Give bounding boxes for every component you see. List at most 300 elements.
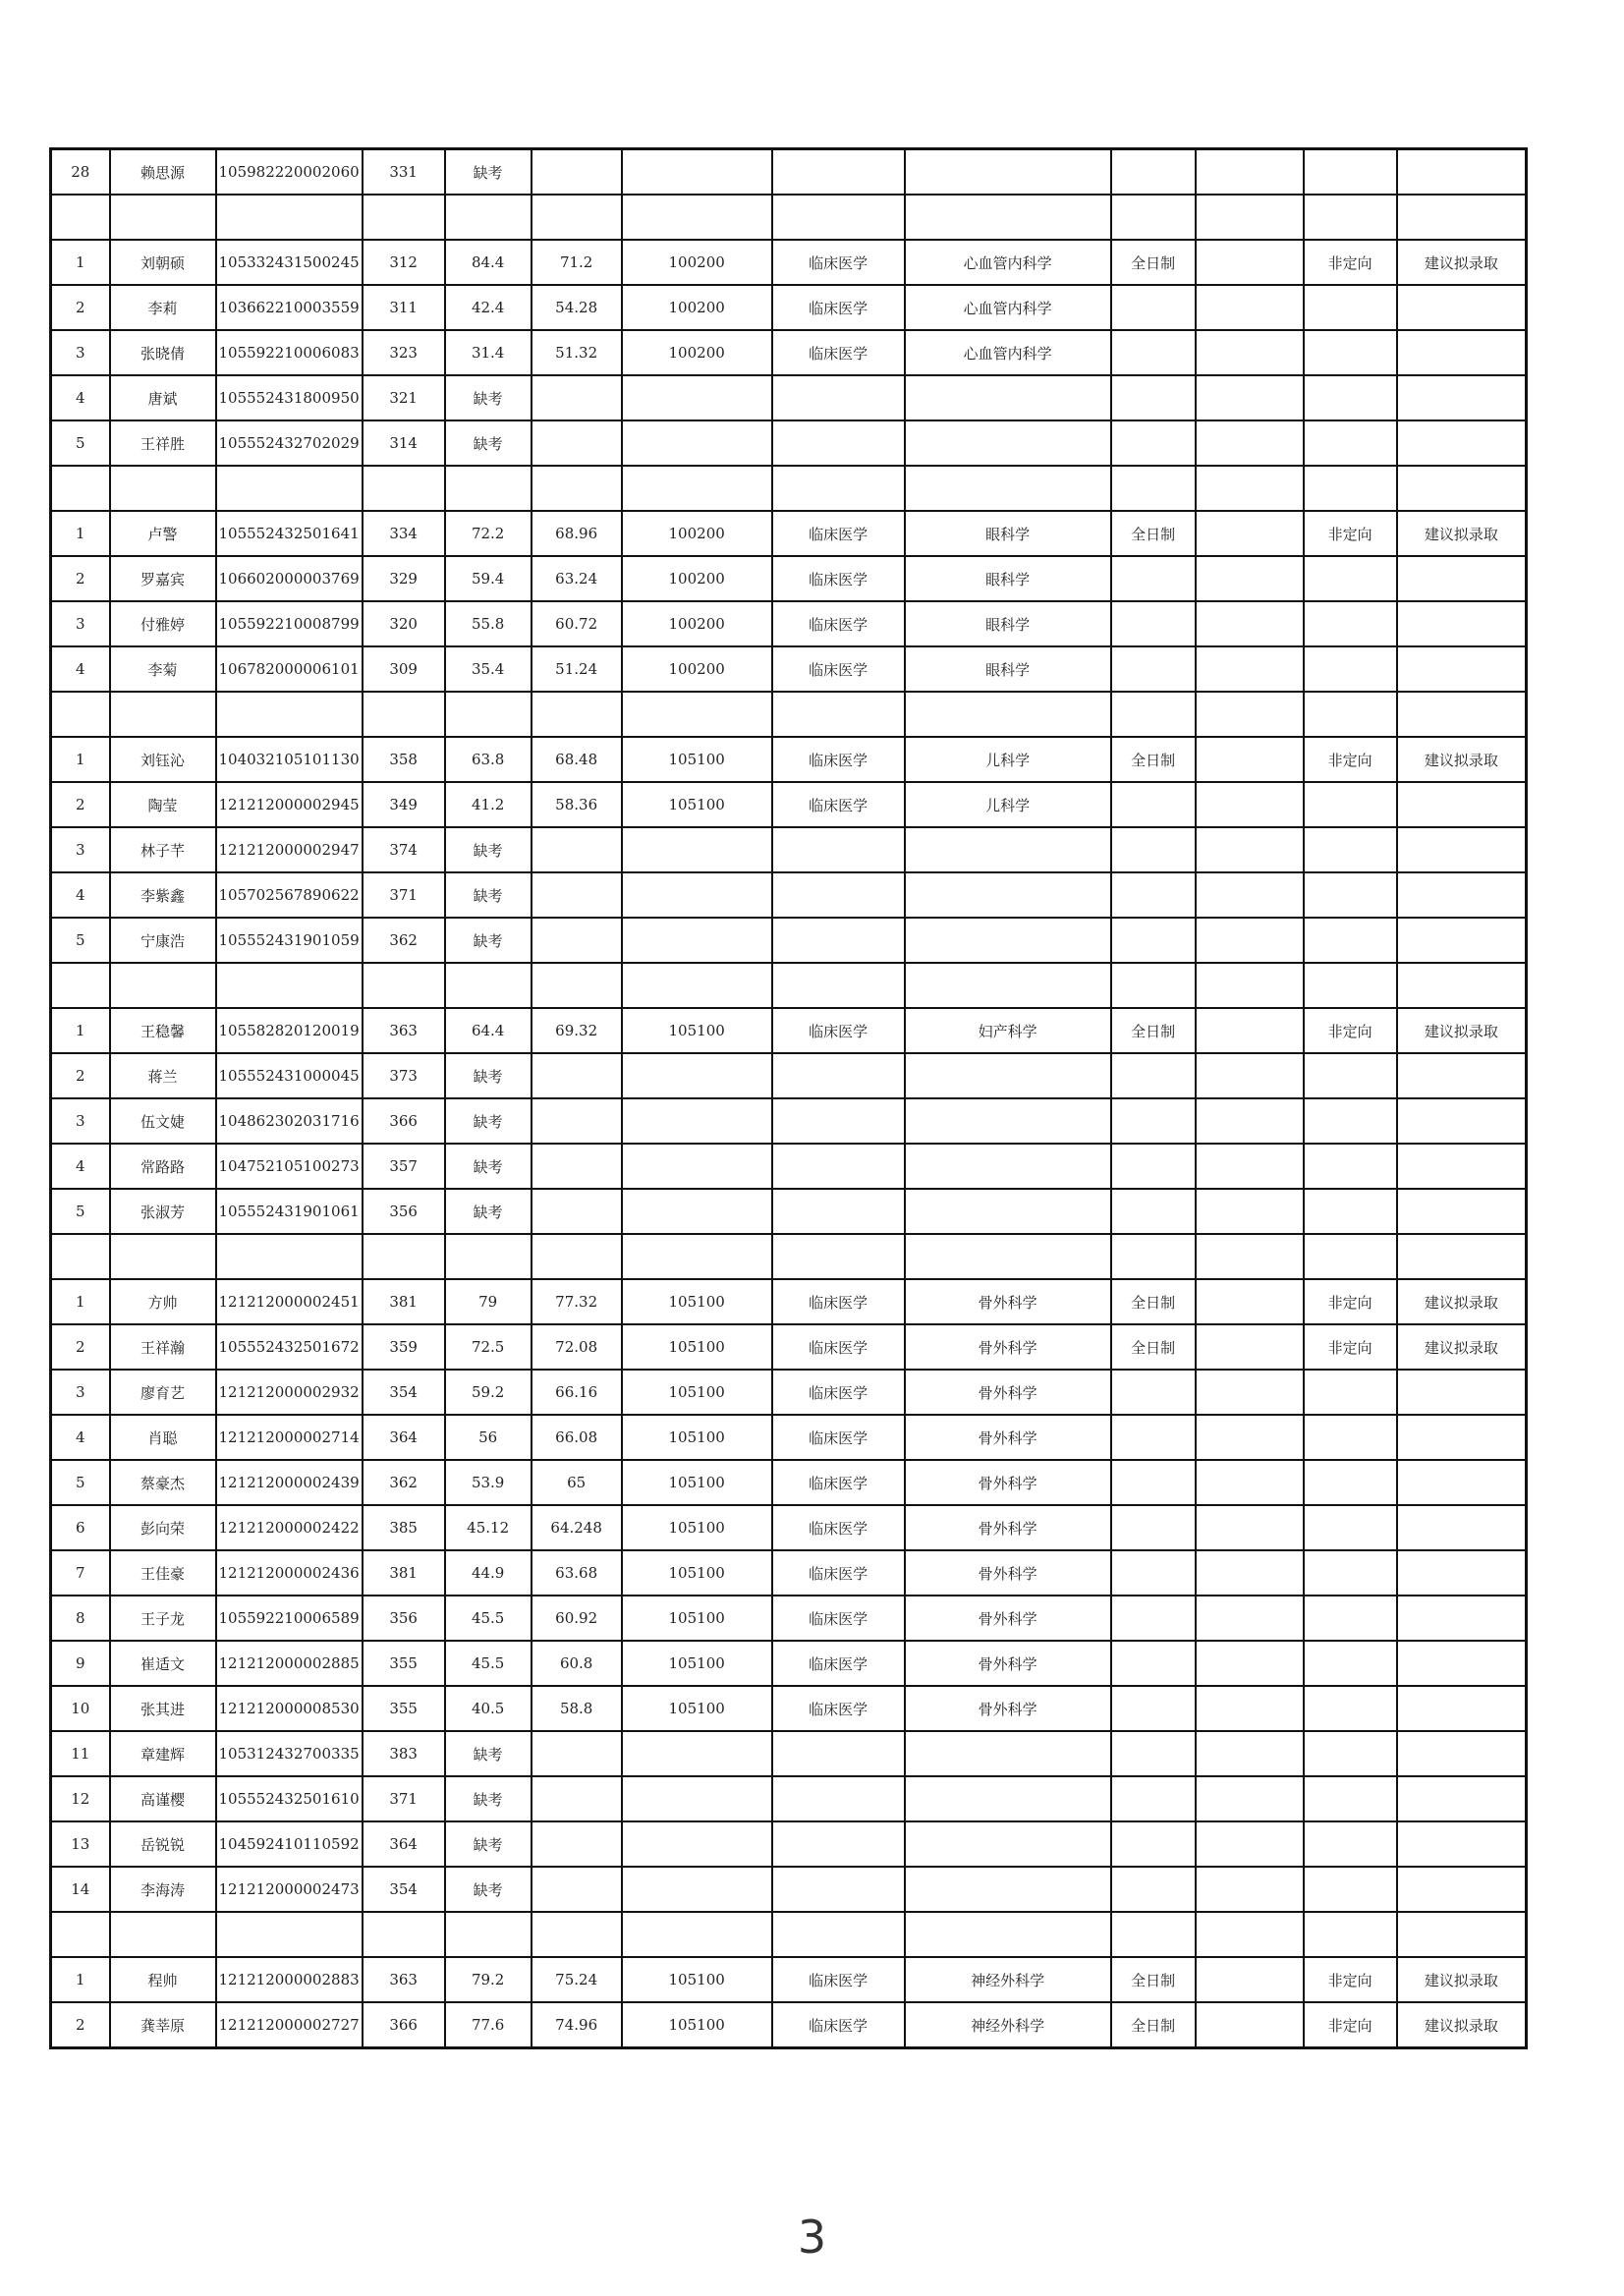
cell-initial-score: 363 <box>363 1008 445 1053</box>
cell-orientation <box>1304 149 1397 196</box>
cell-study-mode <box>1111 195 1196 240</box>
cell-index: 3 <box>51 1098 110 1144</box>
cell-specialty: 心血管内科学 <box>905 330 1111 375</box>
cell-initial-score: 363 <box>363 1957 445 2002</box>
cell-retest-score: 缺考 <box>445 149 532 196</box>
cell-candidate-id: 106782000006101 <box>216 646 363 692</box>
cell-blank <box>1196 466 1304 511</box>
cell-discipline: 临床医学 <box>772 2002 905 2048</box>
cell-blank <box>1196 556 1304 601</box>
cell-decision <box>1397 1596 1527 1641</box>
table-body <box>51 149 1527 2048</box>
cell-major-code <box>622 1912 772 1957</box>
cell-specialty: 骨外科学 <box>905 1279 1111 1324</box>
cell-discipline: 临床医学 <box>772 1460 905 1505</box>
cell-decision <box>1397 1370 1527 1415</box>
cell-retest-score: 72.5 <box>445 1324 532 1370</box>
cell-initial-score: 314 <box>363 420 445 466</box>
cell-name <box>110 466 216 511</box>
cell-specialty: 眼科学 <box>905 601 1111 646</box>
cell-index: 2 <box>51 285 110 330</box>
cell-specialty <box>905 1867 1111 1912</box>
cell-initial-score <box>363 692 445 737</box>
cell-candidate-id: 121212000002947 <box>216 827 363 872</box>
cell-index: 5 <box>51 1460 110 1505</box>
cell-orientation <box>1304 1098 1397 1144</box>
cell-blank <box>1196 1098 1304 1144</box>
cell-specialty <box>905 963 1111 1008</box>
cell-discipline: 临床医学 <box>772 556 905 601</box>
cell-orientation: 非定向 <box>1304 240 1397 285</box>
table-row <box>51 330 1527 375</box>
cell-name: 王祥瀚 <box>110 1324 216 1370</box>
table-row <box>51 918 1527 963</box>
cell-initial-score: 371 <box>363 872 445 918</box>
cell-index <box>51 1912 110 1957</box>
cell-blank <box>1196 1731 1304 1776</box>
cell-orientation <box>1304 1821 1397 1867</box>
cell-name: 付雅婷 <box>110 601 216 646</box>
cell-retest-score: 53.9 <box>445 1460 532 1505</box>
cell-orientation <box>1304 646 1397 692</box>
cell-discipline: 临床医学 <box>772 1957 905 2002</box>
cell-initial-score: 374 <box>363 827 445 872</box>
cell-orientation <box>1304 420 1397 466</box>
table-row <box>51 1415 1527 1460</box>
cell-index: 5 <box>51 1189 110 1234</box>
cell-major-code <box>622 1776 772 1821</box>
cell-decision <box>1397 330 1527 375</box>
cell-retest-score <box>445 963 532 1008</box>
cell-specialty: 心血管内科学 <box>905 285 1111 330</box>
cell-blank <box>1196 737 1304 782</box>
cell-retest-score: 缺考 <box>445 918 532 963</box>
cell-major-code <box>622 1234 772 1279</box>
cell-total-score <box>532 872 622 918</box>
cell-name <box>110 963 216 1008</box>
cell-major-code: 100200 <box>622 556 772 601</box>
cell-orientation: 非定向 <box>1304 737 1397 782</box>
cell-initial-score: 373 <box>363 1053 445 1098</box>
cell-retest-score <box>445 692 532 737</box>
cell-total-score: 51.24 <box>532 646 622 692</box>
cell-discipline: 临床医学 <box>772 737 905 782</box>
cell-major-code <box>622 1098 772 1144</box>
table-row <box>51 1505 1527 1550</box>
cell-index: 10 <box>51 1686 110 1731</box>
cell-name: 卢警 <box>110 511 216 556</box>
cell-candidate-id: 121212000002727 <box>216 2002 363 2048</box>
cell-orientation <box>1304 782 1397 827</box>
cell-study-mode <box>1111 1686 1196 1731</box>
cell-candidate-id <box>216 466 363 511</box>
cell-retest-score: 45.12 <box>445 1505 532 1550</box>
cell-blank <box>1196 1053 1304 1098</box>
cell-major-code: 100200 <box>622 330 772 375</box>
cell-index: 8 <box>51 1596 110 1641</box>
cell-name: 常路路 <box>110 1144 216 1189</box>
cell-blank <box>1196 1776 1304 1821</box>
cell-total-score: 77.32 <box>532 1279 622 1324</box>
cell-retest-score: 缺考 <box>445 420 532 466</box>
cell-candidate-id: 105552431901059 <box>216 918 363 963</box>
cell-retest-score: 44.9 <box>445 1550 532 1596</box>
cell-discipline <box>772 1821 905 1867</box>
cell-name: 陶莹 <box>110 782 216 827</box>
cell-orientation <box>1304 692 1397 737</box>
cell-study-mode <box>1111 420 1196 466</box>
cell-total-score <box>532 1053 622 1098</box>
cell-orientation <box>1304 827 1397 872</box>
cell-study-mode <box>1111 1370 1196 1415</box>
cell-initial-score <box>363 1912 445 1957</box>
page-number: 3 <box>797 2211 827 2264</box>
cell-initial-score: 366 <box>363 1098 445 1144</box>
cell-retest-score: 45.5 <box>445 1641 532 1686</box>
cell-total-score: 66.08 <box>532 1415 622 1460</box>
cell-decision <box>1397 1821 1527 1867</box>
cell-decision <box>1397 827 1527 872</box>
cell-name: 章建辉 <box>110 1731 216 1776</box>
cell-candidate-id: 105592210006589 <box>216 1596 363 1641</box>
cell-specialty: 眼科学 <box>905 511 1111 556</box>
cell-initial-score: 312 <box>363 240 445 285</box>
cell-retest-score: 72.2 <box>445 511 532 556</box>
cell-discipline <box>772 1867 905 1912</box>
cell-candidate-id: 104032105101130 <box>216 737 363 782</box>
cell-total-score <box>532 1189 622 1234</box>
cell-blank <box>1196 1686 1304 1731</box>
cell-decision <box>1397 1098 1527 1144</box>
cell-candidate-id: 103662210003559 <box>216 285 363 330</box>
cell-total-score <box>532 420 622 466</box>
cell-orientation <box>1304 1867 1397 1912</box>
table-row <box>51 1686 1527 1731</box>
cell-specialty <box>905 827 1111 872</box>
cell-total-score: 72.08 <box>532 1324 622 1370</box>
cell-decision <box>1397 1505 1527 1550</box>
cell-study-mode <box>1111 285 1196 330</box>
cell-discipline: 临床医学 <box>772 1641 905 1686</box>
cell-blank <box>1196 692 1304 737</box>
cell-candidate-id: 105312432700335 <box>216 1731 363 1776</box>
cell-retest-score: 79.2 <box>445 1957 532 2002</box>
cell-index: 14 <box>51 1867 110 1912</box>
cell-major-code <box>622 1731 772 1776</box>
cell-retest-score: 缺考 <box>445 375 532 420</box>
cell-study-mode <box>1111 646 1196 692</box>
cell-decision: 建议拟录取 <box>1397 737 1527 782</box>
cell-orientation <box>1304 330 1397 375</box>
cell-study-mode <box>1111 1731 1196 1776</box>
cell-decision: 建议拟录取 <box>1397 2002 1527 2048</box>
cell-candidate-id: 105552432702029 <box>216 420 363 466</box>
cell-major-code <box>622 195 772 240</box>
cell-blank <box>1196 1008 1304 1053</box>
cell-specialty: 骨外科学 <box>905 1686 1111 1731</box>
cell-blank <box>1196 1415 1304 1460</box>
cell-study-mode <box>1111 1776 1196 1821</box>
cell-total-score: 58.8 <box>532 1686 622 1731</box>
cell-index: 3 <box>51 1370 110 1415</box>
cell-specialty: 眼科学 <box>905 556 1111 601</box>
cell-decision <box>1397 466 1527 511</box>
cell-candidate-id: 105592210006083 <box>216 330 363 375</box>
cell-decision <box>1397 782 1527 827</box>
cell-orientation <box>1304 1189 1397 1234</box>
cell-study-mode <box>1111 782 1196 827</box>
cell-retest-score: 31.4 <box>445 330 532 375</box>
cell-decision <box>1397 918 1527 963</box>
cell-decision <box>1397 1550 1527 1596</box>
cell-major-code: 100200 <box>622 285 772 330</box>
cell-study-mode: 全日制 <box>1111 1957 1196 2002</box>
cell-discipline: 临床医学 <box>772 1415 905 1460</box>
cell-candidate-id: 121212000002883 <box>216 1957 363 2002</box>
cell-blank <box>1196 1596 1304 1641</box>
cell-index: 4 <box>51 872 110 918</box>
cell-candidate-id: 104862302031716 <box>216 1098 363 1144</box>
cell-orientation: 非定向 <box>1304 1279 1397 1324</box>
cell-initial-score <box>363 963 445 1008</box>
cell-orientation <box>1304 375 1397 420</box>
cell-specialty: 心血管内科学 <box>905 240 1111 285</box>
cell-retest-score: 缺考 <box>445 1053 532 1098</box>
cell-study-mode: 全日制 <box>1111 511 1196 556</box>
cell-total-score <box>532 1731 622 1776</box>
cell-candidate-id <box>216 692 363 737</box>
cell-name: 肖聪 <box>110 1415 216 1460</box>
table-row <box>51 1144 1527 1189</box>
cell-discipline <box>772 1098 905 1144</box>
cell-initial-score <box>363 466 445 511</box>
cell-initial-score: 356 <box>363 1189 445 1234</box>
cell-initial-score: 355 <box>363 1641 445 1686</box>
cell-orientation <box>1304 963 1397 1008</box>
cell-name: 岳锐锐 <box>110 1821 216 1867</box>
cell-total-score: 68.48 <box>532 737 622 782</box>
table-row <box>51 1053 1527 1098</box>
cell-name: 王佳豪 <box>110 1550 216 1596</box>
cell-decision <box>1397 556 1527 601</box>
cell-major-code <box>622 420 772 466</box>
cell-initial-score: 383 <box>363 1731 445 1776</box>
cell-blank <box>1196 1144 1304 1189</box>
cell-blank <box>1196 918 1304 963</box>
cell-orientation <box>1304 1550 1397 1596</box>
cell-initial-score: 349 <box>363 782 445 827</box>
table-row <box>51 601 1527 646</box>
cell-decision <box>1397 375 1527 420</box>
cell-total-score <box>532 1867 622 1912</box>
cell-discipline <box>772 1144 905 1189</box>
cell-decision: 建议拟录取 <box>1397 240 1527 285</box>
cell-total-score: 54.28 <box>532 285 622 330</box>
cell-specialty: 骨外科学 <box>905 1596 1111 1641</box>
cell-initial-score: 364 <box>363 1821 445 1867</box>
cell-discipline <box>772 1912 905 1957</box>
cell-orientation <box>1304 466 1397 511</box>
cell-discipline: 临床医学 <box>772 511 905 556</box>
cell-name: 伍文婕 <box>110 1098 216 1144</box>
cell-orientation: 非定向 <box>1304 511 1397 556</box>
cell-specialty: 儿科学 <box>905 737 1111 782</box>
cell-blank <box>1196 2002 1304 2048</box>
group-separator-row <box>51 466 1527 511</box>
cell-initial-score: 358 <box>363 737 445 782</box>
cell-initial-score: 356 <box>363 1596 445 1641</box>
cell-index: 2 <box>51 1324 110 1370</box>
cell-candidate-id: 105552431800950 <box>216 375 363 420</box>
cell-study-mode <box>1111 1821 1196 1867</box>
cell-index <box>51 466 110 511</box>
cell-total-score: 63.24 <box>532 556 622 601</box>
cell-specialty: 妇产科学 <box>905 1008 1111 1053</box>
cell-discipline: 临床医学 <box>772 1324 905 1370</box>
cell-major-code: 105100 <box>622 2002 772 2048</box>
cell-candidate-id: 121212000008530 <box>216 1686 363 1731</box>
cell-retest-score: 缺考 <box>445 827 532 872</box>
cell-major-code <box>622 963 772 1008</box>
cell-decision: 建议拟录取 <box>1397 1008 1527 1053</box>
cell-blank <box>1196 1189 1304 1234</box>
cell-index: 1 <box>51 511 110 556</box>
cell-index: 2 <box>51 556 110 601</box>
cell-study-mode <box>1111 1867 1196 1912</box>
cell-blank <box>1196 1324 1304 1370</box>
cell-total-score <box>532 195 622 240</box>
cell-candidate-id: 121212000002436 <box>216 1550 363 1596</box>
cell-retest-score: 56 <box>445 1415 532 1460</box>
cell-blank <box>1196 1821 1304 1867</box>
cell-major-code: 100200 <box>622 646 772 692</box>
cell-orientation <box>1304 1686 1397 1731</box>
cell-study-mode <box>1111 963 1196 1008</box>
cell-candidate-id <box>216 1234 363 1279</box>
cell-orientation <box>1304 1776 1397 1821</box>
cell-orientation <box>1304 1144 1397 1189</box>
cell-name: 龚莘原 <box>110 2002 216 2048</box>
cell-decision <box>1397 692 1527 737</box>
cell-blank <box>1196 1460 1304 1505</box>
cell-retest-score: 缺考 <box>445 1144 532 1189</box>
table-row <box>51 1957 1527 2002</box>
cell-specialty: 骨外科学 <box>905 1324 1111 1370</box>
cell-major-code <box>622 1867 772 1912</box>
cell-total-score <box>532 827 622 872</box>
cell-name: 王稳馨 <box>110 1008 216 1053</box>
cell-retest-score: 59.4 <box>445 556 532 601</box>
cell-name: 彭向荣 <box>110 1505 216 1550</box>
cell-decision <box>1397 646 1527 692</box>
table-row <box>51 511 1527 556</box>
table-row <box>51 556 1527 601</box>
cell-specialty: 眼科学 <box>905 646 1111 692</box>
cell-total-score <box>532 466 622 511</box>
cell-specialty <box>905 1144 1111 1189</box>
table-row <box>51 827 1527 872</box>
cell-major-code: 105100 <box>622 1596 772 1641</box>
cell-decision <box>1397 1189 1527 1234</box>
cell-total-score: 71.2 <box>532 240 622 285</box>
cell-blank <box>1196 646 1304 692</box>
cell-decision <box>1397 1686 1527 1731</box>
table-row <box>51 1324 1527 1370</box>
cell-specialty <box>905 1731 1111 1776</box>
cell-index: 7 <box>51 1550 110 1596</box>
cell-candidate-id: 106602000003769 <box>216 556 363 601</box>
cell-specialty <box>905 1821 1111 1867</box>
cell-retest-score: 63.8 <box>445 737 532 782</box>
cell-index: 13 <box>51 1821 110 1867</box>
cell-orientation <box>1304 918 1397 963</box>
cell-decision <box>1397 1641 1527 1686</box>
cell-candidate-id: 121212000002473 <box>216 1867 363 1912</box>
cell-index: 3 <box>51 601 110 646</box>
cell-name <box>110 195 216 240</box>
cell-study-mode <box>1111 601 1196 646</box>
cell-discipline: 临床医学 <box>772 646 905 692</box>
cell-discipline <box>772 872 905 918</box>
cell-initial-score: 381 <box>363 1550 445 1596</box>
table-row <box>51 1641 1527 1686</box>
cell-index: 1 <box>51 1279 110 1324</box>
cell-blank <box>1196 195 1304 240</box>
cell-study-mode <box>1111 556 1196 601</box>
cell-specialty <box>905 466 1111 511</box>
table-row <box>51 1596 1527 1641</box>
cell-candidate-id: 121212000002422 <box>216 1505 363 1550</box>
cell-index <box>51 195 110 240</box>
cell-total-score: 64.248 <box>532 1505 622 1550</box>
cell-orientation <box>1304 1596 1397 1641</box>
cell-orientation <box>1304 1415 1397 1460</box>
table-row <box>51 1821 1527 1867</box>
table-row <box>51 1550 1527 1596</box>
cell-name: 李莉 <box>110 285 216 330</box>
cell-study-mode <box>1111 1144 1196 1189</box>
cell-study-mode <box>1111 330 1196 375</box>
cell-study-mode <box>1111 827 1196 872</box>
cell-retest-score: 缺考 <box>445 1731 532 1776</box>
cell-retest-score: 55.8 <box>445 601 532 646</box>
cell-study-mode <box>1111 1053 1196 1098</box>
cell-orientation: 非定向 <box>1304 1324 1397 1370</box>
cell-candidate-id: 104752105100273 <box>216 1144 363 1189</box>
cell-specialty: 神经外科学 <box>905 1957 1111 2002</box>
cell-specialty <box>905 195 1111 240</box>
cell-specialty <box>905 1776 1111 1821</box>
cell-candidate-id: 105552432501672 <box>216 1324 363 1370</box>
cell-study-mode <box>1111 1641 1196 1686</box>
table-row <box>51 1776 1527 1821</box>
cell-orientation <box>1304 1505 1397 1550</box>
cell-name: 蒋兰 <box>110 1053 216 1098</box>
cell-index: 2 <box>51 1053 110 1098</box>
cell-orientation <box>1304 1731 1397 1776</box>
cell-candidate-id <box>216 1912 363 1957</box>
cell-blank <box>1196 1550 1304 1596</box>
cell-total-score: 60.92 <box>532 1596 622 1641</box>
group-separator-row <box>51 963 1527 1008</box>
cell-orientation <box>1304 872 1397 918</box>
cell-name: 蔡豪杰 <box>110 1460 216 1505</box>
cell-decision <box>1397 1776 1527 1821</box>
cell-blank <box>1196 375 1304 420</box>
cell-total-score: 51.32 <box>532 330 622 375</box>
cell-initial-score: 354 <box>363 1867 445 1912</box>
cell-discipline <box>772 1731 905 1776</box>
